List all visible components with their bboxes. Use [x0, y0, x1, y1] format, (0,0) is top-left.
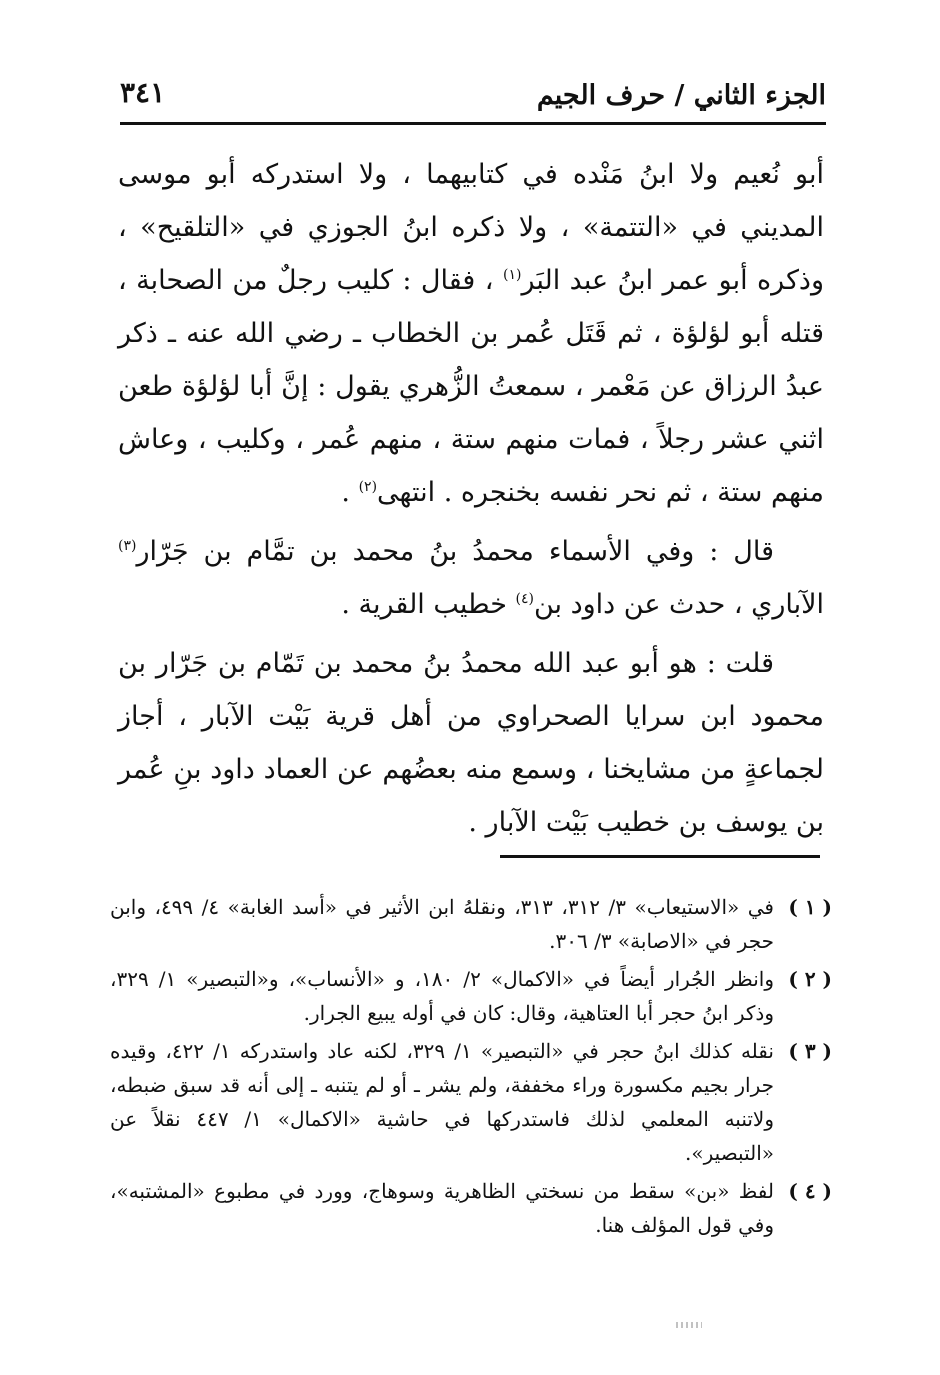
- paragraph-2-part-2: الآباري ، حدث عن داود بن: [533, 589, 824, 620]
- footnote-ref-2: (٢): [358, 479, 378, 495]
- paragraph-1-end: .: [341, 477, 350, 508]
- footnote-ref-1: (١): [502, 267, 522, 283]
- paragraph-1-part-2: ، فقال : كليب رجلٌ من الصحابة ، قتله أبو لؤلؤة ، ثم قَتَل عُمر بن الخطاب ـ رضي الله عنه ـ ذكر عبدُ الرزاق عن مَعْمر ، سمعتُ الزُّهري يقول : إنَّ أبا لؤلؤة طعن اثني عشر رجلاً ، فمات منهم ستة ، منهم عُمر ، وكليب ، وعاش منهم ستة ، ثم نحر نفسه بخنجره . انتهى: [118, 265, 824, 508]
- footnote-text: لفظ «بن» سقط من نسختي الظاهرية وسوهاج، وورد في مطبوع «المشتبه»، وفي قول المؤلف هنا.: [110, 1179, 774, 1237]
- page-header: [120, 72, 826, 125]
- scan-speck: [676, 1322, 702, 1328]
- footnote-3: [110, 1034, 832, 1170]
- footnote-2: [110, 962, 832, 1030]
- footnote-ref-4: (٤): [515, 591, 534, 607]
- footnote-4: [110, 1174, 832, 1242]
- paragraph-1: [118, 148, 824, 519]
- page-number: ٣٤١: [120, 76, 166, 109]
- footnote-divider: [500, 855, 820, 858]
- paragraph-1-part-1: أبو نُعيم ولا ابنُ مَنْده في كتابيهما ، ولا استدركه أبو موسى المديني في «التتمة» ، ولا ذكره ابنُ الجوزي في «التلقيح» ، وذكره أبو عمر ابنُ عبد البَر: [118, 159, 824, 296]
- main-text: [118, 148, 824, 855]
- footnote-1: [110, 890, 832, 958]
- footnotes: [110, 890, 832, 1246]
- footnote-text: وانظر الجُرار أيضاً في «الاكمال» ٢/ ١٨٠، و «الأنساب»، و«التبصير» ١/ ٣٢٩، وذكر ابنُ حجر أبا العتاهية، وقال: كان في أوله يبيع الجرار.: [110, 967, 774, 1025]
- paragraph-2: [118, 525, 824, 631]
- paragraph-3: قلت : هو أبو عبد الله محمدُ بنُ محمد بن تَمّام بن جَرّار بن محمود ابن سرايا الصحراوي من أهل قرية بَيْت الآبار ، أجاز لجماعةٍ من مشايخنا ، وسمع منه بعضُهم عن العماد داود بنِ عُمر بن يوسف بن خطيب بَيْت الآبار .: [118, 648, 824, 838]
- footnote-number: ( ٣ ): [788, 1039, 832, 1063]
- footnote-number: ( ٤ ): [788, 1179, 832, 1203]
- running-title: الجزء الثاني / حرف الجيم: [536, 80, 826, 111]
- footnote-text: نقله كذلك ابنُ حجر في «التبصير» ١/ ٣٢٩، لكنه عاد واستدركه ١/ ٤٢٢، وقيده جرار بجيم مكسورة وراء مخففة، ولم يشر ـ أو لم يتنبه ـ إلى أنه قد سبق ضبطه، ولاتنبه المعلمي لذلك فاستدركها في حاشية «الاكمال» ١/ ٤٤٧ نقلاً عن «التبصير».: [110, 1039, 774, 1165]
- paragraph-2-end: خطيب القرية .: [341, 589, 507, 620]
- footnote-number: ( ٢ ): [788, 967, 832, 991]
- footnote-ref-3: (٣): [118, 538, 137, 554]
- footnote-number: ( ١ ): [788, 895, 832, 919]
- paragraph-2-part-1: قال : وفي الأسماء محمدُ بنُ محمد بن تمَّام بن جَرّار: [136, 536, 774, 567]
- footnote-text: في «الاستيعاب» ٣/ ٣١٢، ٣١٣، ونقلهُ ابن الأثير في «أسد الغابة» ٤/ ٤٩٩، وابن حجر في «الاصابة» ٣/ ٣٠٦.: [110, 895, 774, 953]
